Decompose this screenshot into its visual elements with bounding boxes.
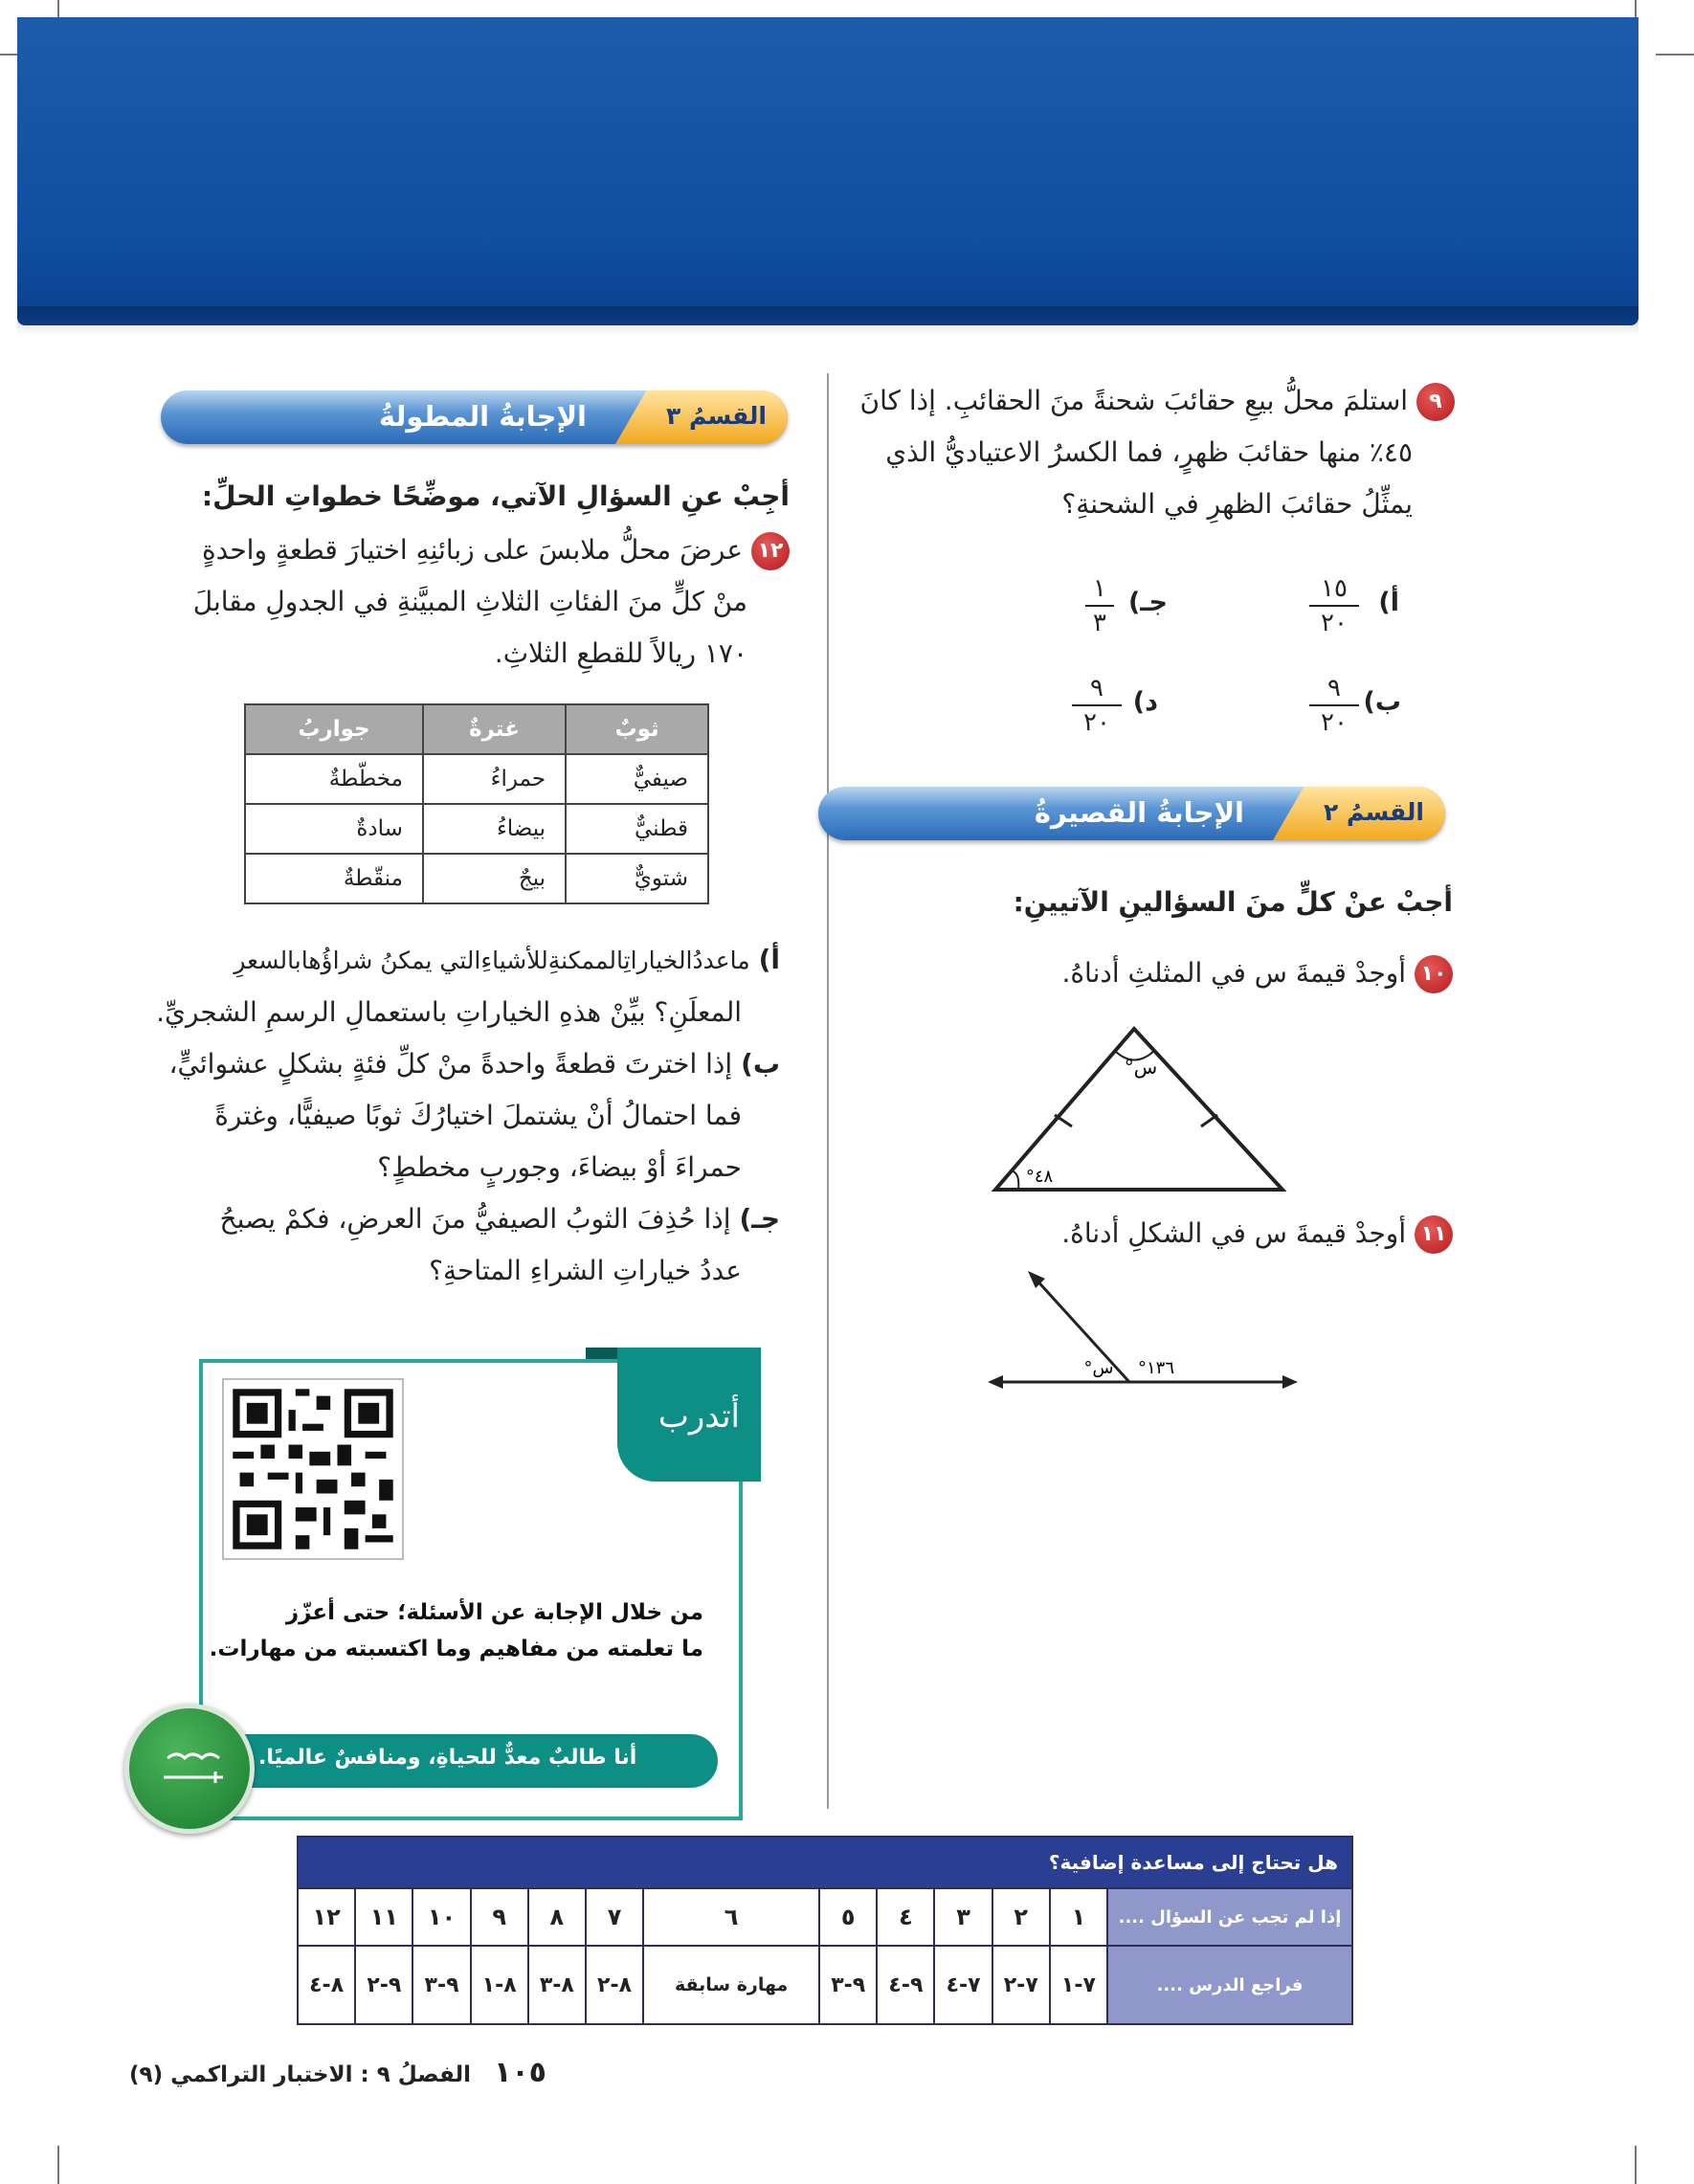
part-text: المعلَنِ؟ بيِّنْ هذهِ الخياراتِ باستعمالِ الرسمِ الشجريِّ. — [156, 996, 742, 1028]
emblem-icon — [124, 1704, 255, 1834]
table-cell: منقّطةٌ — [245, 854, 423, 903]
table-header: ثوبٌ — [566, 704, 708, 754]
part-text: عددُ خياراتِ الشراءِ المتاحةِ؟ — [429, 1255, 742, 1286]
header-shadow — [17, 306, 1638, 335]
given-angle-label: ١٣٦° — [1137, 1358, 1175, 1378]
question-number-badge: ١٢ — [751, 532, 790, 570]
option-label[interactable]: ب) — [1363, 687, 1401, 717]
help-lesson-cell: مهارة سابقة — [643, 1946, 819, 2024]
table-cell: صيفيٌّ — [566, 754, 708, 804]
part-label: أ) — [758, 944, 780, 975]
question-text: أوجدْ قيمةَ س في المثلثِ أدناهُ. — [1061, 957, 1407, 989]
option-fraction[interactable] — [1309, 674, 1359, 737]
help-row-label: فراجع الدرس .... — [1107, 1946, 1352, 2024]
help-question-cell: ١ — [1050, 1888, 1107, 1946]
help-lesson-cell: ٨-٢ — [586, 1946, 643, 2024]
part-text: ماعددُالخياراتِالممكنةِللأشياءِالتي يمكنُ شراؤُهابالسعرِ — [234, 947, 750, 974]
table-cell: بيجٌ — [423, 854, 566, 903]
fraction-denominator: ٣ — [1093, 609, 1106, 637]
table-cell: شتويٌّ — [566, 854, 708, 903]
fraction-denominator: ٢٠ — [1321, 708, 1348, 737]
question-text: ١٧٠ ريالاً للقطعِ الثلاثِ. — [494, 637, 747, 669]
option-fraction[interactable] — [1085, 574, 1114, 637]
fraction-numerator: ١ — [1093, 574, 1106, 603]
table-cell: سادةٌ — [245, 804, 423, 854]
fraction-bar — [1309, 704, 1359, 706]
section-title: الإجابةُ المطولةُ — [378, 400, 587, 433]
part-text: إذا حُذِفَ الثوبُ الصيفيُّ منَ العرضِ، فكمْ يصبحُ — [219, 1203, 731, 1235]
table-row — [245, 854, 708, 903]
table-header: غترةٌ — [423, 704, 566, 754]
part-text: إذا اخترتَ قطعةً واحدةً منْ كلِّ فئةٍ بشكلٍ عشوائيٍّ، — [168, 1048, 733, 1080]
help-question-cell: ٢ — [992, 1888, 1050, 1946]
qr-finder-core — [358, 1403, 379, 1424]
section-3-bar — [161, 390, 788, 444]
help-question-cell: ٦ — [643, 1888, 819, 1946]
part-text: فما احتمالُ أنْ يشتملَ اختيارُكَ ثوبًا صيفيًّا، وغترةً — [214, 1100, 742, 1131]
part-label: جـ) — [739, 1203, 780, 1235]
help-lesson-cell: ٧-١ — [1050, 1946, 1107, 2024]
section-2-instructions: أجبْ عنْ كلٍّ منَ السؤالينِ الآتيينِ: — [1013, 886, 1453, 918]
section-tag-label: القسمُ ٣ — [666, 402, 767, 430]
section-2-bar — [818, 787, 1445, 840]
arrow-right — [1282, 1375, 1298, 1389]
option-label[interactable]: أ) — [1378, 588, 1399, 617]
slogan-text: أنا طالبٌ معدٌّ للحياةِ، ومنافسٌ عالميًا. — [258, 1746, 637, 1770]
question-text: أوجدْ قيمةَ س في الشكلِ أدناهُ. — [1061, 1217, 1407, 1249]
help-lesson-cell: ٨-١ — [471, 1946, 528, 2024]
table-header: جواربُ — [245, 704, 423, 754]
help-question-cell: ١١ — [355, 1888, 412, 1946]
triangle-shape — [995, 1029, 1282, 1190]
help-lesson-cell: ٩-٢ — [355, 1946, 412, 2024]
question-number-badge: ١١ — [1415, 1215, 1453, 1254]
help-lesson-cell: ٧-٤ — [934, 1946, 992, 2024]
fraction-bar — [1072, 704, 1122, 706]
qr-finder-core — [247, 1403, 268, 1424]
ray — [1034, 1277, 1129, 1382]
table-row — [245, 754, 708, 804]
help-row-label: إذا لم تجب عن السؤال .... — [1107, 1888, 1352, 1946]
fraction-numerator: ٩ — [1327, 674, 1341, 702]
triangle-diagram — [986, 1019, 1292, 1201]
question-number-badge: ١٠ — [1415, 955, 1453, 993]
part-text: حمراءَ أوْ بيضاءَ، وجوربٍ مخططٍ؟ — [377, 1151, 742, 1183]
crop-mark — [57, 2146, 59, 2184]
question-9 — [833, 375, 1455, 530]
clothing-table — [244, 703, 709, 904]
help-question-cell: ٩ — [471, 1888, 528, 1946]
table-cell: قطنيٌّ — [566, 804, 708, 854]
table-cell: مخطّطةٌ — [245, 754, 423, 804]
question-text: عرضَ محلُّ ملابسَ على زبائنِهِ اختيارَ قطعةٍ واحدةٍ — [202, 534, 744, 566]
chapter-title: الفصلُ ٩ : الاختبار التراكمي (٩) — [129, 2062, 472, 2087]
angle-diagram — [986, 1263, 1302, 1397]
help-lesson-cell: ٧-٢ — [992, 1946, 1050, 2024]
help-title: هل تحتاج إلى مساعدة إضافية؟ — [298, 1837, 1352, 1888]
fraction-numerator: ٩ — [1090, 674, 1103, 702]
help-lessons-row — [298, 1946, 1352, 2024]
section-title: الإجابةُ القصيرةُ — [1034, 796, 1244, 829]
table-header-row — [245, 704, 708, 754]
qr-finder-core — [247, 1514, 268, 1535]
table-cell: بيضاءُ — [423, 804, 566, 854]
option-fraction[interactable] — [1309, 574, 1359, 637]
help-lesson-cell: ٨-٣ — [528, 1946, 586, 2024]
help-question-cell: ١٢ — [298, 1888, 355, 1946]
table-row — [245, 804, 708, 854]
help-question-cell: ٤ — [877, 1888, 934, 1946]
help-question-cell: ٧ — [586, 1888, 643, 1946]
section-3-instructions: أجِبْ عنِ السؤالِ الآتي، موضِّحًا خطواتِ الحلِّ: — [201, 480, 790, 512]
question-12 — [139, 524, 790, 680]
practice-text-line: من خلال الإجابة عن الأسئلة؛ حتى أعزّز — [285, 1600, 703, 1625]
fraction-denominator: ٢٠ — [1083, 708, 1110, 737]
sword-icon — [139, 1708, 250, 1819]
question-text: استلمَ محلُّ بيعِ حقائبَ شحنةً منَ الحقائبِ. إذا كانَ — [859, 385, 1409, 416]
apex-angle-label: س° — [1124, 1056, 1158, 1079]
qr-code-image — [226, 1382, 400, 1556]
part-label: ب) — [741, 1048, 780, 1080]
help-title-row — [298, 1837, 1352, 1888]
option-label[interactable]: جـ) — [1127, 588, 1168, 617]
question-11 — [859, 1208, 1453, 1259]
section-tag-label: القسمُ ٢ — [1324, 798, 1424, 826]
help-lesson-cell: ٩-٣ — [819, 1946, 877, 2024]
header-banner — [17, 17, 1638, 325]
table-cell: حمراءُ — [423, 754, 566, 804]
qr-code[interactable] — [222, 1378, 404, 1560]
angle-x-label: س° — [1083, 1358, 1114, 1378]
question-text: يمثِّلُ حقائبَ الظهرِ في الشحنةِ؟ — [1061, 488, 1413, 520]
question-12-parts — [129, 934, 780, 1297]
fraction-bar — [1309, 605, 1359, 607]
crop-mark — [1635, 2146, 1637, 2184]
arrow-left — [988, 1375, 1003, 1389]
practice-text — [206, 1594, 703, 1667]
help-lesson-cell: ٩-٤ — [877, 1946, 934, 2024]
fraction-bar — [1085, 605, 1114, 607]
tick-mark — [1201, 1115, 1217, 1126]
help-lesson-cell: ٩-٣ — [412, 1946, 470, 2024]
option-fraction[interactable] — [1072, 674, 1122, 737]
column-divider — [827, 373, 829, 1809]
slogan-bar — [239, 1734, 718, 1788]
base-angle-label: ٤٨° — [1025, 1167, 1054, 1187]
practice-text-line: ما تعلمته من مفاهيم وما اكتسبته من مهارات. — [209, 1637, 703, 1661]
help-table — [297, 1836, 1353, 2025]
question-text: منْ كلٍّ منَ الفئاتِ الثلاثِ المبيَّنةِ في الجدولِ مقابلَ — [192, 586, 747, 617]
help-lesson-cell: ٨-٤ — [298, 1946, 355, 2024]
footer — [129, 2056, 546, 2089]
fraction-denominator: ٢٠ — [1321, 609, 1348, 637]
help-question-cell: ٥ — [819, 1888, 877, 1946]
help-question-cell: ١٠ — [412, 1888, 470, 1946]
option-label[interactable]: د) — [1132, 687, 1158, 717]
practice-tab — [617, 1348, 761, 1482]
fraction-numerator: ١٥ — [1321, 574, 1348, 603]
help-questions-row — [298, 1888, 1352, 1946]
help-question-cell: ٨ — [528, 1888, 586, 1946]
question-number-badge: ٩ — [1416, 383, 1455, 421]
page-number: ١٠٥ — [494, 2056, 546, 2089]
help-question-cell: ٣ — [934, 1888, 992, 1946]
practice-tab-label: أتدرب — [658, 1397, 740, 1436]
question-text: ٤٥٪ منها حقائبَ ظهرٍ، فما الكسرُ الاعتياديُّ الذي — [885, 436, 1413, 468]
crop-mark — [1656, 54, 1694, 56]
practice-tab-accent — [586, 1348, 620, 1359]
question-10 — [859, 947, 1453, 999]
